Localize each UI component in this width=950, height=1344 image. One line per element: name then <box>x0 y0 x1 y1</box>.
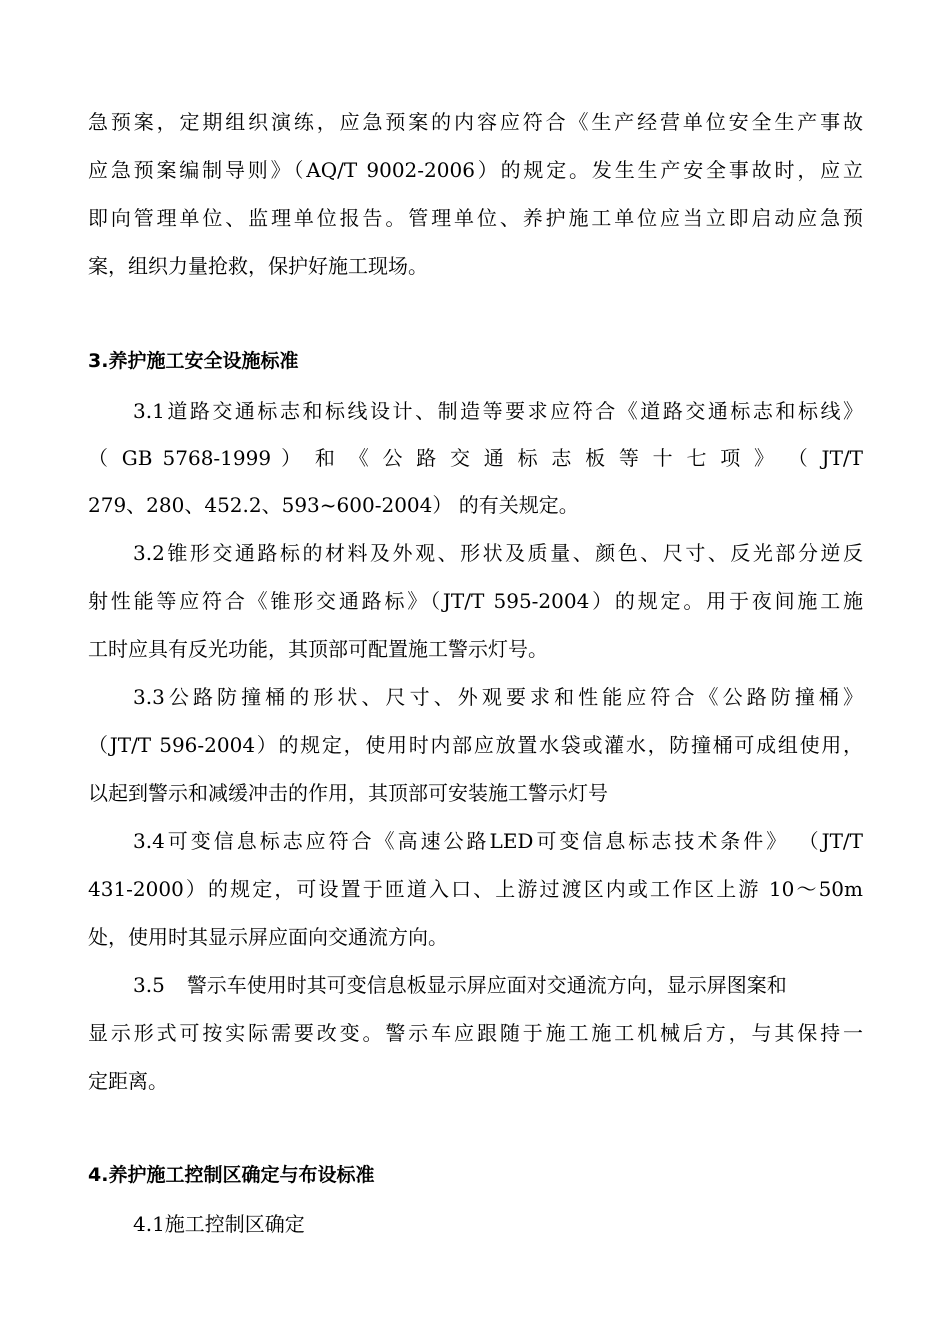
para-3-4-line-1: 3.4可变信息标志应符合《高速公路LED可变信息标志技术条件》 （JT/T <box>133 829 863 853</box>
para-3-2-line-1: 3.2锥形交通路标的材料及外观、形状及质量、颜色、尺寸、反光部分逆反 <box>133 541 863 565</box>
para-3-1-line-2: （ GB 5768-1999 ） 和 《 公 路 交 通 标 志 板 等 十 七 项 》 （ JT/T <box>88 446 863 470</box>
para-3-5-line-1 <box>133 971 863 999</box>
para-3-4-line-3: 处，使用时其显示屏应面向交通流方向。 <box>88 925 448 949</box>
intro-line-1: 急预案，定期组织演练，应急预案的内容应符合《生产经营单位安全生产事故 <box>88 110 863 134</box>
para-3-3-line-1: 3.3公路防撞桶的形状、尺寸、外观要求和性能应符合《公路防撞桶》 <box>133 685 863 709</box>
para-3-4-line-2: 431-2000）的规定，可设置于匝道入口、上游过渡区内或工作区上游 10～50m <box>88 877 863 901</box>
intro-line-4: 案，组织力量抢救，保护好施工现场。 <box>88 254 428 278</box>
section-4-heading: 4.养护施工控制区确定与布设标准 <box>88 1164 375 1186</box>
para-3-1-line-1: 3.1道路交通标志和标线设计、制造等要求应符合《道路交通标志和标线》 <box>133 399 863 423</box>
para-3-5-text: 警示车使用时其可变信息板显示屏应面对交通流方向，显示屏图案和 <box>186 973 787 997</box>
para-3-2-line-3: 工时应具有反光功能，其顶部可配置施工警示灯号。 <box>88 637 548 661</box>
para-3-5-number: 3.5 <box>133 973 165 997</box>
intro-line-3: 即向管理单位、监理单位报告。管理单位、养护施工单位应当立即启动应急预 <box>88 206 863 230</box>
para-3-5-line-2: 显示形式可按实际需要改变。警示车应跟随于施工施工机械后方，与其保持一 <box>88 1021 863 1045</box>
para-3-1-line-3: 279、280、452.2、593~600-2004） 的有关规定。 <box>88 493 579 517</box>
para-3-5-line-3: 定距离。 <box>88 1069 168 1093</box>
para-3-3-line-3: 以起到警示和减缓冲击的作用，其顶部可安装施工警示灯号 <box>88 781 608 805</box>
intro-line-2: 应急预案编制导则》（AQ/T 9002-2006）的规定。发生生产安全事故时，应立 <box>88 158 863 182</box>
para-3-3-line-2: （JT/T 596-2004）的规定，使用时内部应放置水袋或灌水，防撞桶可成组使用， <box>88 733 863 757</box>
subsection-4-1: 4.1施工控制区确定 <box>133 1212 305 1236</box>
section-3-heading: 3.养护施工安全设施标准 <box>88 350 299 372</box>
para-3-2-line-2: 射性能等应符合《锥形交通路标》（JT/T 595-2004）的规定。用于夜间施工施 <box>88 589 863 613</box>
